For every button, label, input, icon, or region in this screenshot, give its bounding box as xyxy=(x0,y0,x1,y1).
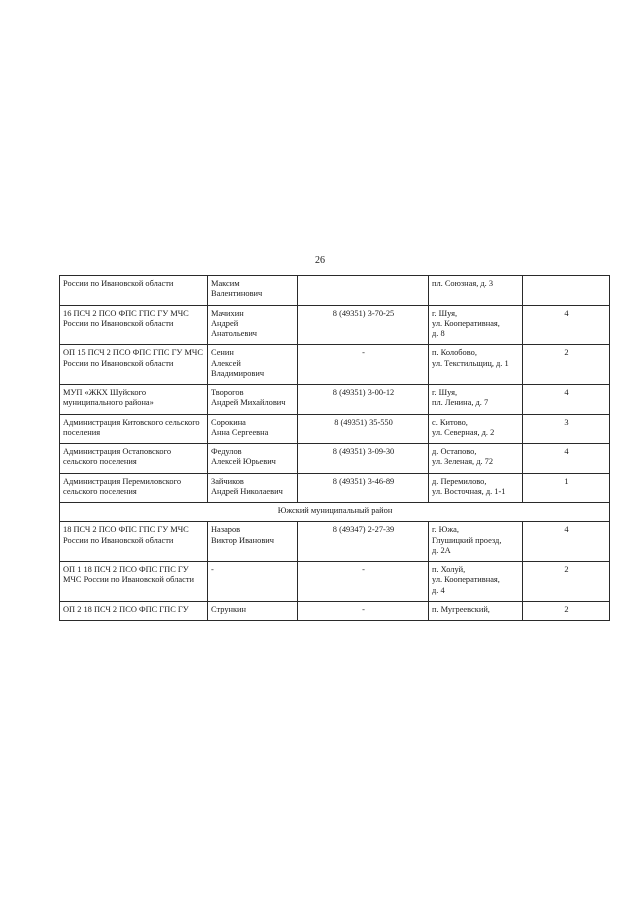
table-row xyxy=(60,562,610,602)
phone-cell: 8 (49347) 2-27-39 xyxy=(298,522,429,562)
count-cell: 1 xyxy=(523,473,610,503)
address-cell: п. Холуй, ул. Кооперативная, д. 4 xyxy=(429,562,523,602)
person-cell: Сенин Алексей Владимирович xyxy=(208,345,298,385)
count-cell: 4 xyxy=(523,444,610,474)
org-cell: МУП «ЖКХ Шуйского муниципального района» xyxy=(60,385,208,415)
address-cell: п. Колобово, ул. Текстильщиц, д. 1 xyxy=(429,345,523,385)
count-cell: 2 xyxy=(523,562,610,602)
address-cell: д. Остапово, ул. Зеленая, д. 72 xyxy=(429,444,523,474)
address-cell: п. Мугреевский, xyxy=(429,601,523,620)
org-cell: ОП 2 18 ПСЧ 2 ПСО ФПС ГПС ГУ xyxy=(60,601,208,620)
phone-cell: - xyxy=(298,562,429,602)
phone-cell: 8 (49351) 3-70-25 xyxy=(298,305,429,345)
table-body xyxy=(60,276,610,621)
phone-cell: - xyxy=(298,601,429,620)
person-cell: Максим Валентинович xyxy=(208,276,298,306)
person-cell: Назаров Виктор Иванович xyxy=(208,522,298,562)
address-cell: г. Шуя, пл. Ленина, д. 7 xyxy=(429,385,523,415)
address-cell: д. Перемилово, ул. Восточная, д. 1-1 xyxy=(429,473,523,503)
table-row xyxy=(60,473,610,503)
org-cell: 16 ПСЧ 2 ПСО ФПС ГПС ГУ МЧС России по Ивановской области xyxy=(60,305,208,345)
org-cell: ОП 1 18 ПСЧ 2 ПСО ФПС ГПС ГУ МЧС России по Ивановской области xyxy=(60,562,208,602)
org-cell: Администрация Остаповского сельского поселения xyxy=(60,444,208,474)
person-cell: Зайчиков Андрей Николаевич xyxy=(208,473,298,503)
section-row xyxy=(60,503,610,522)
count-cell xyxy=(523,276,610,306)
phone-cell: 8 (49351) 35-550 xyxy=(298,414,429,444)
count-cell: 2 xyxy=(523,601,610,620)
table-row xyxy=(60,276,610,306)
person-cell: Стрункин xyxy=(208,601,298,620)
person-cell: Мачихин Андрей Анатольевич xyxy=(208,305,298,345)
count-cell: 4 xyxy=(523,385,610,415)
phone-cell: 8 (49351) 3-09-30 xyxy=(298,444,429,474)
org-cell: Администрация Перемиловского сельского поселения xyxy=(60,473,208,503)
table-row xyxy=(60,414,610,444)
person-cell: Сорокина Анна Сергеевна xyxy=(208,414,298,444)
person-cell: Творогов Андрей Михайлович xyxy=(208,385,298,415)
count-cell: 2 xyxy=(523,345,610,385)
org-cell: России по Ивановской области xyxy=(60,276,208,306)
table-row xyxy=(60,305,610,345)
table-row xyxy=(60,601,610,620)
table-row xyxy=(60,522,610,562)
table-row xyxy=(60,444,610,474)
org-cell: Администрация Китовского сельского поселения xyxy=(60,414,208,444)
phone-cell xyxy=(298,276,429,306)
table-row xyxy=(60,345,610,385)
count-cell: 4 xyxy=(523,305,610,345)
page-number: 26 xyxy=(315,255,325,266)
address-cell: г. Шуя, ул. Кооперативная, д. 8 xyxy=(429,305,523,345)
person-cell: Федулов Алексей Юрьевич xyxy=(208,444,298,474)
phone-cell: 8 (49351) 3-46-89 xyxy=(298,473,429,503)
org-cell: 18 ПСЧ 2 ПСО ФПС ГПС ГУ МЧС России по Ивановской области xyxy=(60,522,208,562)
address-cell: пл. Союзная, д. 3 xyxy=(429,276,523,306)
phone-cell: - xyxy=(298,345,429,385)
address-cell: с. Китово, ул. Северная, д. 2 xyxy=(429,414,523,444)
person-cell: - xyxy=(208,562,298,602)
contacts-table xyxy=(59,275,610,621)
phone-cell: 8 (49351) 3-00-12 xyxy=(298,385,429,415)
count-cell: 4 xyxy=(523,522,610,562)
table-row xyxy=(60,385,610,415)
count-cell: 3 xyxy=(523,414,610,444)
org-cell: ОП 15 ПСЧ 2 ПСО ФПС ГПС ГУ МЧС России по Ивановской области xyxy=(60,345,208,385)
address-cell: г. Южа, Глушицкий проезд, д. 2А xyxy=(429,522,523,562)
section-title: Южский муниципальный район xyxy=(60,503,610,522)
